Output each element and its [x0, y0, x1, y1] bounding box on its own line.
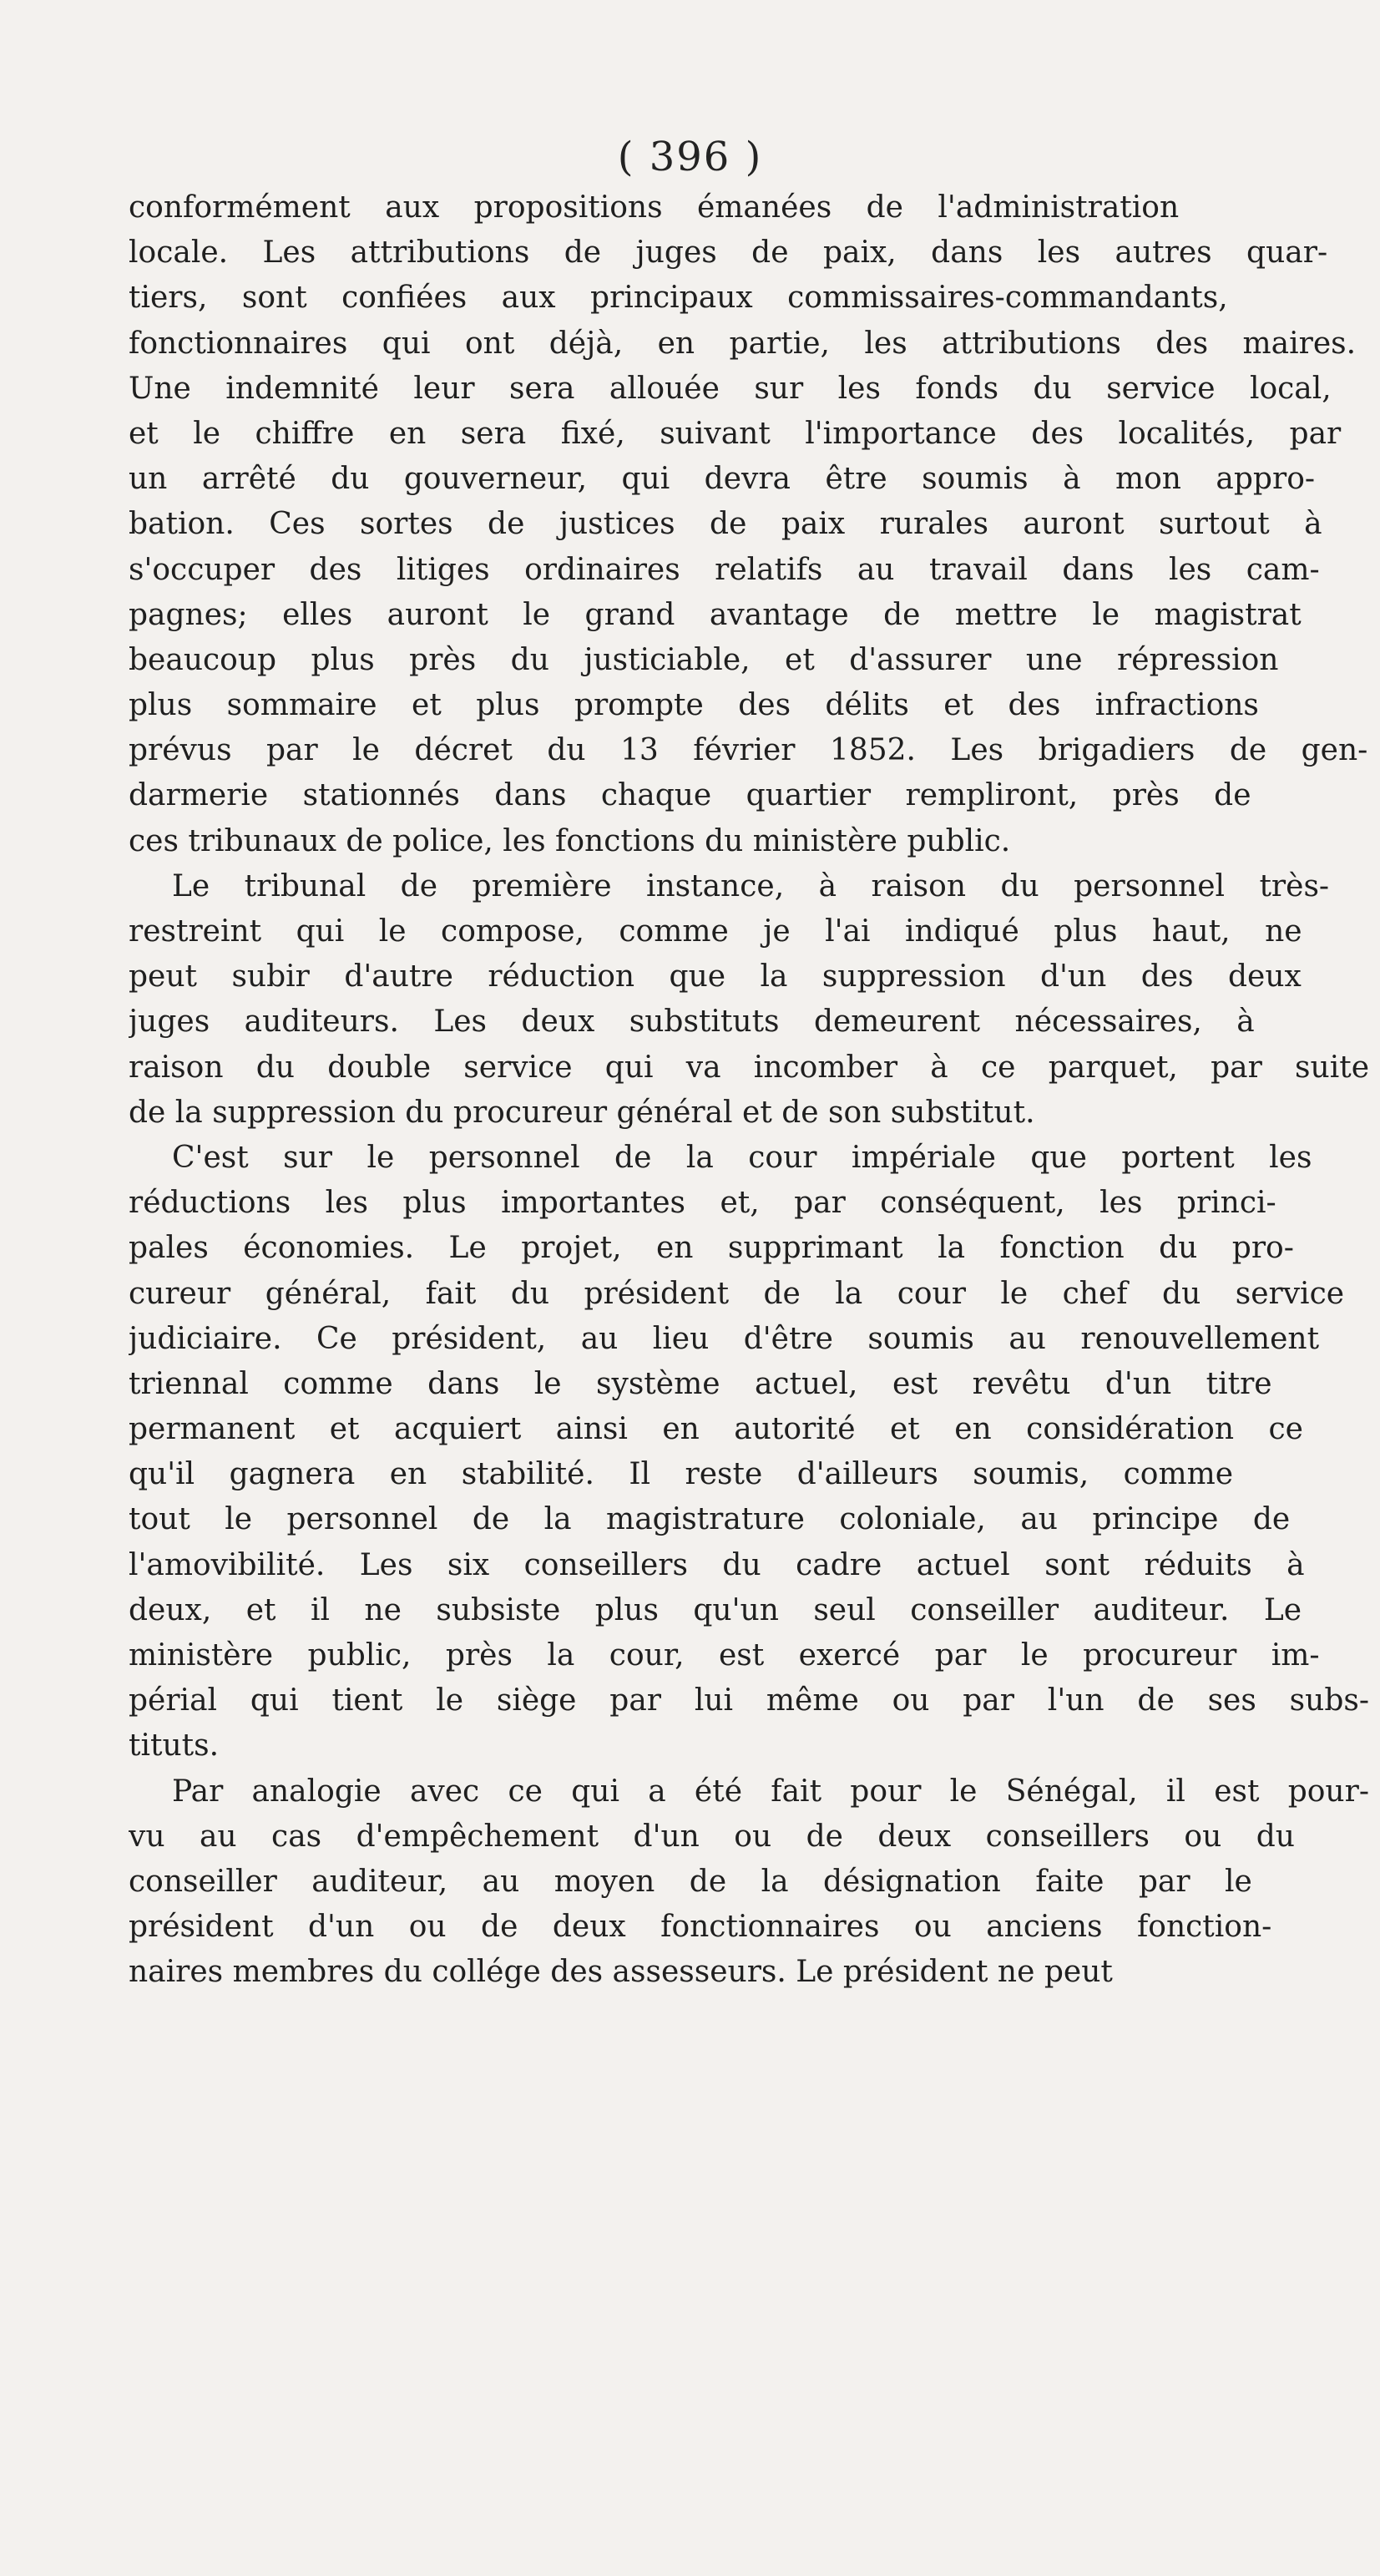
text-line: ministère public, près la cour, est exercé par le procureur im-	[129, 1638, 1320, 1673]
text-line: C'est sur le personnel de la cour impériale que portent les	[172, 1140, 1312, 1175]
text-line: réductions les plus importantes et, par conséquent, les princi-	[129, 1186, 1276, 1221]
text-line: vu au cas d'empêchement d'un ou de deux conseillers ou du	[129, 1819, 1295, 1854]
text-line: locale. Les attributions de juges de paix, dans les autres quar-	[129, 235, 1328, 271]
text-line: triennal comme dans le système actuel, est revêtu d'un titre	[129, 1366, 1272, 1401]
text-line: s'occuper des litiges ordinaires relatifs au travail dans les cam-	[129, 552, 1320, 587]
text-line: raison du double service qui va incomber à ce parquet, par suite	[129, 1050, 1369, 1085]
text-line: conseiller auditeur, au moyen de la désignation faite par le	[129, 1864, 1252, 1899]
body-text	[129, 185, 1372, 1996]
text-line: pagnes; elles auront le grand avantage de mettre le magistrat	[129, 597, 1302, 632]
text-line: tout le personnel de la magistrature coloniale, au principe de	[129, 1502, 1291, 1537]
text-line: plus sommaire et plus prompte des délits et des infractions	[129, 688, 1259, 723]
text-line: un arrêté du gouverneur, qui devra être soumis à mon appro-	[129, 462, 1316, 497]
text-line: prévus par le décret du 13 février 1852. Les brigadiers de gen-	[129, 733, 1368, 768]
text-line: juges auditeurs. Les deux substituts demeurent nécessaires, à	[129, 1005, 1255, 1040]
text-line: qu'il gagnera en stabilité. Il reste d'ailleurs soumis, comme	[129, 1457, 1234, 1492]
text-line: président d'un ou de deux fonctionnaires ou anciens fonction-	[129, 1910, 1272, 1945]
text-line: permanent et acquiert ainsi en autorité et en considération ce	[129, 1412, 1303, 1447]
text-line: tituts.	[129, 1728, 220, 1764]
text-line: darmerie stationnés dans chaque quartier rempliront, près de	[129, 778, 1251, 813]
page-number: ( 396 )	[617, 134, 763, 180]
text-line: Une indemnité leur sera allouée sur les fonds du service local,	[129, 371, 1332, 406]
text-line: naires membres du collége des assesseurs. Le président ne peut	[129, 1955, 1113, 1990]
text-line: Le tribunal de première instance, à raison du personnel très-	[172, 868, 1330, 903]
text-line: fonctionnaires qui ont déjà, en partie, les attributions des maires.	[129, 326, 1357, 361]
text-line: cureur général, fait du président de la cour le chef du service	[129, 1276, 1345, 1311]
text-line: restreint qui le compose, comme je l'ai indiqué plus haut, ne	[129, 914, 1302, 949]
text-line: périal qui tient le siège par lui même ou par l'un de ses subs-	[129, 1683, 1369, 1718]
text-line: judiciaire. Ce président, au lieu d'être soumis au renouvellement	[129, 1321, 1320, 1356]
text-line: de la suppression du procureur général et de son substitut.	[129, 1095, 1035, 1130]
text-line: bation. Ces sortes de justices de paix rurales auront surtout à	[129, 507, 1322, 542]
text-line: l'amovibilité. Les six conseillers du cadre actuel sont réduits à	[129, 1547, 1305, 1582]
text-line: tiers, sont confiées aux principaux commissaires-commandants,	[129, 281, 1228, 316]
text-line: et le chiffre en sera fixé, suivant l'importance des localités, par	[129, 416, 1342, 451]
text-line: peut subir d'autre réduction que la suppression d'un des deux	[129, 959, 1302, 994]
text-line: beaucoup plus près du justiciable, et d'assurer une répression	[129, 642, 1279, 677]
text-line: conformément aux propositions émanées de l'administration	[129, 190, 1180, 225]
text-line: deux, et il ne subsiste plus qu'un seul conseiller auditeur. Le	[129, 1592, 1302, 1627]
text-line: pales économies. Le projet, en supprimant la fonction du pro-	[129, 1231, 1294, 1266]
text-line: Par analogie avec ce qui a été fait pour le Sénégal, il est pour-	[172, 1774, 1369, 1809]
text-line: ces tribunaux de police, les fonctions du ministère public.	[129, 823, 1011, 858]
